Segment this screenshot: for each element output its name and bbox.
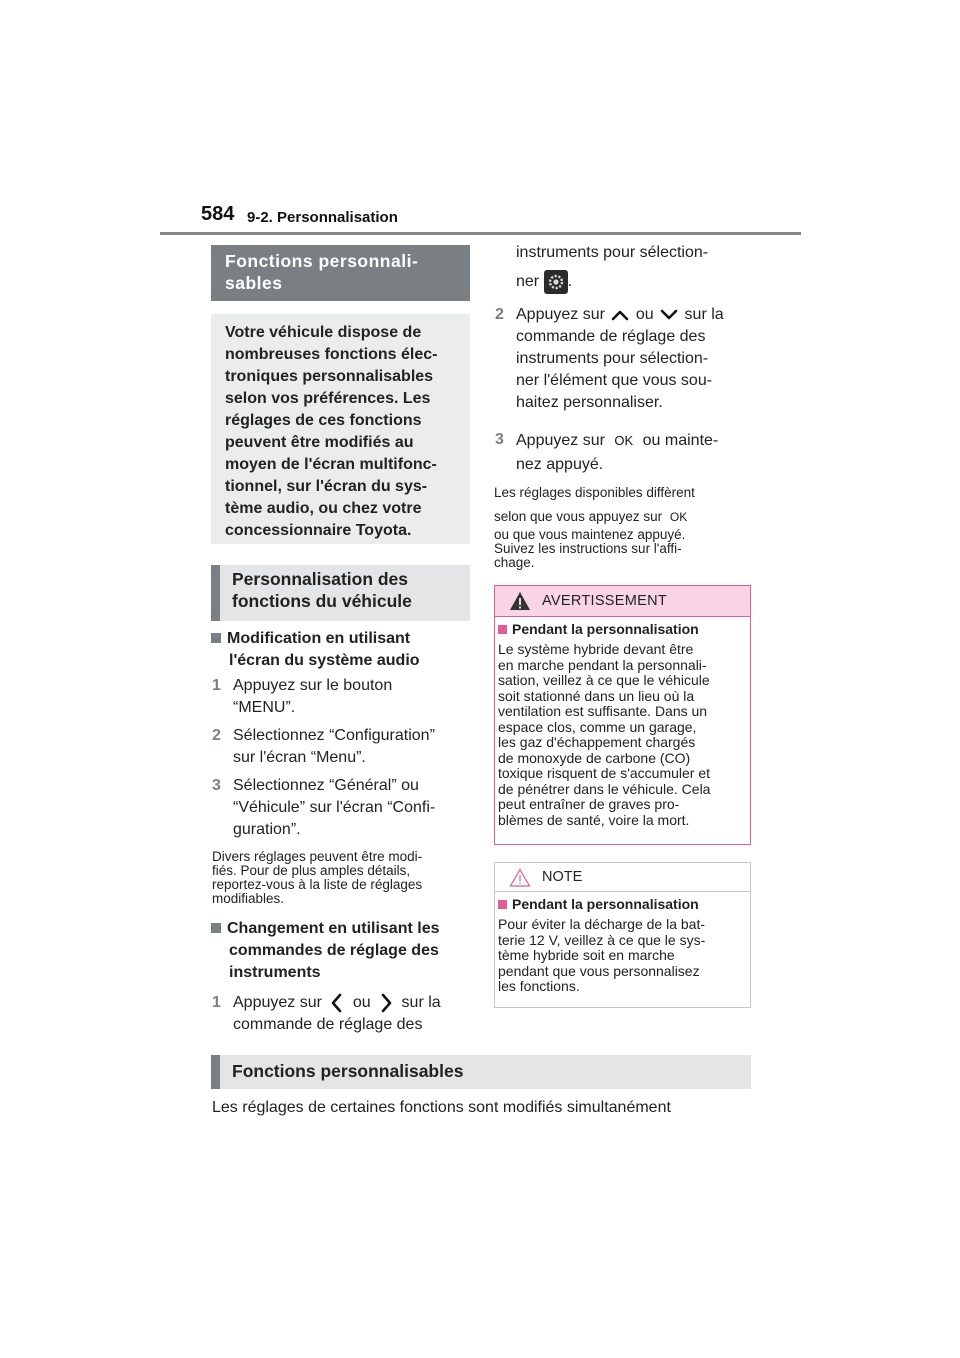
step-text-or: ou (352, 994, 371, 1012)
warning-subtitle (498, 621, 699, 637)
note-header (495, 863, 750, 892)
note-box (494, 862, 751, 1008)
bottom-header-text: Fonctions personnalisables (232, 1061, 464, 1081)
bullet-square-icon (211, 923, 221, 933)
warning-line: les gaz d'échappement chargés (498, 734, 696, 750)
step-text (233, 675, 472, 719)
warning-text (498, 642, 748, 828)
intro-line: réglages de ces fonctions (225, 412, 422, 429)
note-box-line: tème hybride soit en marche (498, 947, 675, 963)
step-text: ner (516, 273, 540, 290)
step-line: Sélectionnez “Configuration” (233, 727, 435, 744)
meter-heading (211, 918, 473, 984)
step-text (233, 725, 472, 769)
step-line: ner l'élément que vous sou- (516, 372, 713, 389)
intro-box (211, 314, 470, 544)
note-line: selon que vous appuyez sur (494, 509, 663, 524)
note-line: reportez-vous à la liste de réglages (212, 877, 423, 892)
step-number: 3 (495, 431, 504, 448)
meter-step-2 (495, 304, 757, 414)
step-text-or: ou (635, 306, 654, 323)
step-text: nez appuyé. (516, 456, 604, 473)
note-subtitle-text: Pendant la personnalisation (512, 896, 699, 912)
step-line: instruments pour sélection- (516, 350, 709, 367)
step-number: 2 (212, 727, 221, 744)
intro-line: concessionnaire Toyota. (225, 522, 412, 539)
warning-header (495, 586, 750, 617)
intro-line: tème audio, ou chez votre (225, 500, 422, 517)
bullet-square-icon (211, 633, 221, 643)
note-line: modifiables. (212, 891, 285, 906)
audio-step (212, 725, 472, 769)
step-line: commande de réglage des (516, 328, 706, 345)
audio-note (212, 850, 474, 906)
audio-step (212, 775, 472, 841)
step-line: Sélectionnez “Général” ou (233, 777, 419, 794)
step-number: 3 (212, 777, 221, 794)
warning-line: ventilation est suffisante. Dans un (498, 703, 708, 719)
intro-line: Votre véhicule dispose de (225, 324, 422, 341)
note-line: ou que vous maintenez appuyé. (494, 527, 686, 542)
step-text: Appuyez sur (516, 306, 605, 323)
chevron-left-icon (326, 992, 348, 1014)
step-line: “Véhicule” sur l'écran “Confi- (233, 799, 436, 816)
chevron-up-icon (609, 306, 631, 324)
warning-line: sation, veillez à ce que le véhicule (498, 672, 710, 688)
meter-step-3 (495, 429, 757, 477)
note-line: Suivez les instructions sur l'affi- (494, 541, 682, 556)
chevron-right-icon (375, 992, 397, 1014)
bottom-header (211, 1055, 751, 1089)
meter-step-1-continued (495, 242, 757, 300)
audio-heading (211, 628, 471, 672)
step-line: guration”. (233, 821, 301, 838)
note-line: Divers réglages peuvent être modi- (212, 849, 423, 864)
step-text: . (567, 273, 573, 290)
intro-line: selon vos préférences. Les (225, 390, 431, 407)
title-box-line: sables (225, 273, 283, 293)
intro-line: tionnel, sur l'écran du sys- (225, 478, 428, 495)
meter-step-1-text (233, 992, 474, 1036)
meter-heading-line-2: commandes de réglage des (229, 942, 439, 959)
gear-icon (544, 270, 568, 294)
warning-line: soit stationné dans un lieu où la (498, 687, 695, 704)
step-text: ou mainte- (642, 432, 719, 449)
warning-line: de pénétrer dans le véhicule. Cela (498, 780, 711, 797)
step-text: sur la (684, 306, 724, 323)
warning-line: Le système hybride devant être (498, 641, 694, 657)
audio-step (212, 675, 472, 719)
ok-button-icon: OK (669, 510, 688, 524)
warning-box (494, 585, 751, 845)
step-number: 1 (212, 677, 221, 694)
warning-title: AVERTISSEMENT (542, 593, 668, 609)
page-number: 584 (201, 203, 235, 225)
warning-line: en marche pendant la personnali- (498, 656, 707, 673)
note-line: chage. (494, 555, 535, 570)
warning-triangle-icon (509, 591, 531, 611)
bullet-square-icon (498, 900, 507, 909)
warning-line: peut entraîner de graves pro- (498, 796, 680, 812)
note-box-line: terie 12 V, veillez à ce que le sys- (498, 931, 706, 948)
title-box-text (225, 250, 456, 294)
meter-heading-line-3: instruments (229, 964, 321, 981)
warning-subtitle-text: Pendant la personnalisation (512, 621, 699, 637)
meter-heading-line-1: Changement en utilisant les (227, 920, 440, 937)
warning-line: toxique risquent de s'accumuler et (498, 765, 711, 781)
step-text (233, 775, 472, 841)
section-title: 9-2. Personnalisation (247, 209, 398, 226)
step-line: Appuyez sur le bouton (233, 677, 393, 694)
step-line: “MENU”. (233, 699, 296, 716)
ok-button-icon: OK (614, 433, 634, 448)
meter-step-1 (212, 992, 474, 1036)
step-text: sur la (401, 994, 441, 1012)
note-title: NOTE (542, 869, 583, 885)
note-line: fiés. Pour de plus amples détails, (212, 863, 411, 878)
header-rule (160, 232, 801, 235)
note-box-line: Pour éviter la décharge de la bat- (498, 916, 706, 932)
warning-line: de monoxyde de carbone (CO) (498, 749, 691, 766)
audio-heading-line-2: l'écran du système audio (229, 652, 420, 669)
caution-outline-icon (509, 868, 531, 887)
sub-header-line-2: fonctions du véhicule (232, 591, 412, 611)
intro-line: troniques personnalisables (225, 368, 434, 385)
intro-line: peuvent être modifiés au (225, 434, 414, 451)
audio-heading-line-1: Modification en utilisant (227, 630, 411, 647)
step-number: 2 (495, 306, 504, 323)
note-line: Les réglages disponibles diffèrent (494, 485, 695, 500)
bullet-square-icon (498, 625, 507, 634)
warning-line: blèmes de santé, voire la mort. (498, 811, 690, 828)
title-box-line: Fonctions personnali- (225, 251, 419, 271)
note-box-line: les fonctions. (498, 978, 580, 994)
step3-note (494, 484, 756, 570)
note-box-line: pendant que vous personnalisez (498, 962, 700, 979)
note-text (498, 917, 748, 995)
step-text: instruments pour sélection- (516, 244, 709, 261)
intro-line: moyen de l'écran multifonc- (225, 456, 437, 473)
warning-line: espace clos, comme un garage, (498, 718, 697, 735)
note-subtitle (498, 896, 699, 912)
step-text: Appuyez sur (233, 994, 322, 1012)
sub-header-line-1: Personnalisation des (232, 569, 409, 589)
chevron-down-icon (658, 306, 680, 324)
bottom-text: Les réglages de certaines fonctions sont modifiés simultanément (212, 1099, 671, 1116)
intro-text (225, 322, 456, 542)
sub-header-vehicle (211, 565, 470, 621)
step-number: 1 (212, 994, 221, 1011)
step-text: Appuyez sur (516, 432, 605, 449)
step-text: commande de réglage des (233, 1016, 423, 1034)
intro-line: nombreuses fonctions élec- (225, 346, 438, 363)
title-box (211, 245, 470, 301)
step-line: haitez personnaliser. (516, 394, 663, 411)
step-line: sur l'écran “Menu”. (233, 749, 366, 766)
audio-steps (212, 675, 472, 847)
